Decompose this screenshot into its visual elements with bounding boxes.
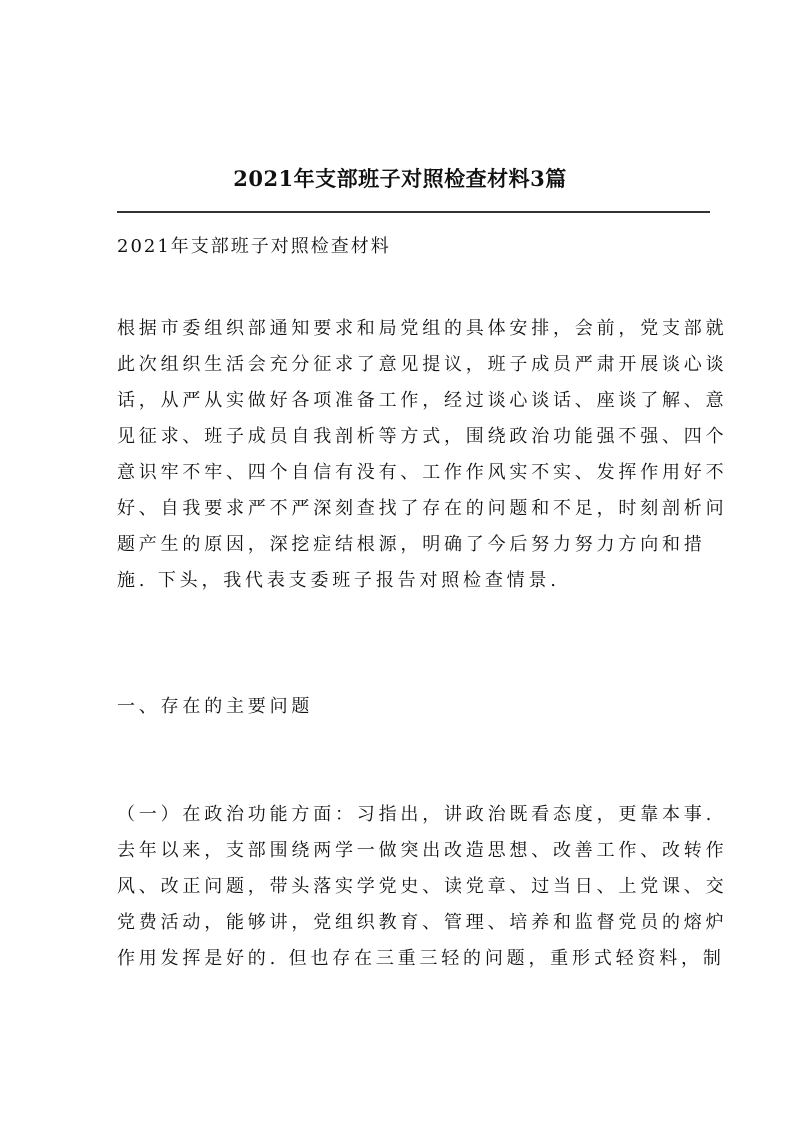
text-line: 话，从严从实做好各项准备工作，经过谈心谈话、座谈了解、意 [117, 390, 728, 411]
document-subtitle: 2021年支部班子对照检查材料 [117, 236, 391, 257]
section-heading-text: 一、存在的主要问题 [117, 696, 314, 717]
text-line: 党费活动，能够讲，党组织教育、管理、培养和监督党员的熔炉 [117, 912, 728, 933]
text-line: 此次组织生活会充分征求了意见提议，班子成员严肃开展谈心谈 [117, 354, 728, 375]
text-line: 意识牢不牢、四个自信有没有、工作作风实不实、发挥作用好不 [117, 462, 728, 483]
text-line: 施. 下头，我代表支委班子报告对照检查情景. [117, 570, 560, 591]
title-divider [117, 211, 710, 213]
document-title: 2021年支部班子对照检查材料3篇 [233, 166, 567, 191]
text-line: 风、改正问题，带头落实学党史、读党章、过当日、上党课、交 [117, 876, 728, 897]
text-line: （一）在政治功能方面：习指出，讲政治既看态度，更靠本事. [117, 804, 716, 825]
paragraph-political-function [117, 797, 728, 977]
text-line: 好、自我要求严不严深刻查找了存在的问题和不足，时刻剖析问 [117, 498, 728, 519]
text-line: 见征求、班子成员自我剖析等方式，围绕政治功能强不强、四个 [117, 426, 728, 447]
text-line: 题产生的原因，深挖症结根源，明确了今后努力努力方向和措 [117, 534, 706, 555]
text-line: 根据市委组织部通知要求和局党组的具体安排，会前，党支部就 [117, 318, 728, 339]
paragraph-intro [117, 311, 728, 599]
section-heading [117, 689, 717, 725]
text-line: 作用发挥是好的. 但也存在三重三轻的问题，重形式轻资料，制 [117, 948, 725, 969]
text-line: 去年以来，支部围绕两学一做突出改造思想、改善工作、改转作 [117, 840, 728, 861]
